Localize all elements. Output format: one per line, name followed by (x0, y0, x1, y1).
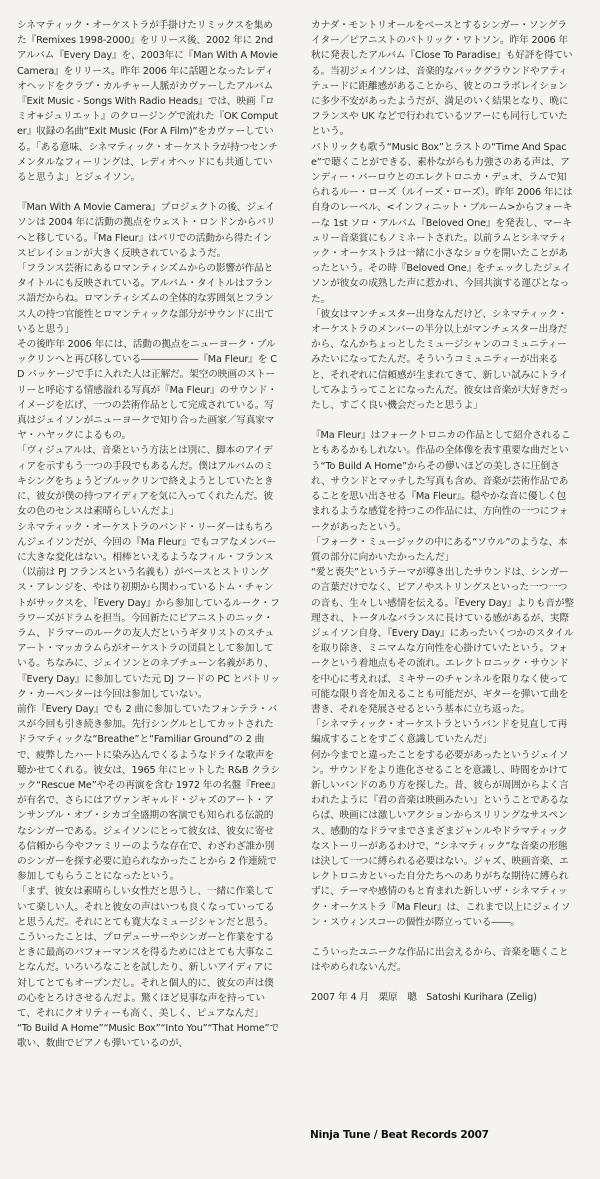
paragraph: その後昨年 2006 年には、活動の拠点をニューヨーク・ブルックリンへと再び移している――――――『Ma Fleur』を CD パッケージで手に入れた人は正解だ。架空の映画のストーリーと呼応する情感溢れる写真が『Ma Fleur』のサウンド・イメージを広げ、一つの芸術作品として完成されている。写真はジェイソンがニューヨークで知り合った画家／写真家マヤ・ハヤックによるもの。 (17, 339, 277, 442)
left-column (17, 18, 281, 1052)
paragraph: カナダ・モントリオールをベースとするシンガー・ソングライター／ピアニストのパトリック・ワトソン。昨年 2006 年秋に発表したアルバム『Close To Paradise』も好評を得ている。当初ジェイソンは、音楽的なバックグラウンドやアティテュードに距離感があることから、彼とのコラボレイションに多少不安があったようだが、満足のいく結果となり、晩にフランスや UK などで行われているツアーにも同行していたという。 (311, 20, 573, 138)
label-credit: Ninja Tune / Beat Records 2007 (310, 1129, 489, 1141)
paragraph: 「ヴィジュアルは、音楽という方法とは別に、脚本のアイディアを示すもう一つの手段でもあるんだ。僕はアルバムのミキシングをちょうどブルックリンで終えようとしていたときに、彼女が僕の持つアイディアを気に入ってくれたんだ。彼女の色のセンスは素晴らしいんだよ」 (17, 445, 274, 518)
paragraph: 『Man With A Movie Camera』プロジェクトの後、ジェイソンは 2004 年に活動の拠点をウェスト・ロンドンからパリへと移している。『Ma Fleur』はパリでの活動から得たインスピレイションが大きく反映されているようだ。 (17, 202, 276, 259)
paragraph: こういったユニークな作品に出会えるから、音楽を聴くことはやめられないんだ。 (311, 946, 569, 974)
paragraph: 「シネマティック・オーケストラというバンドを見直して再編成することをすごく意識していたんだ」 (311, 719, 568, 746)
paragraph: 『Ma Fleur』はフォークトロニカの作品として紹介されることもあるかもしれない。作品の全体像を表す重要な曲だという“To Build A Home”からその儚いほどの美しさに圧倒され、サウンドとマッチした写真も含め、音楽が芸術作品であることを思い出させる『Ma Fleur』。穏やかな音に優しく包まれるような感覚を持つこの作品には、方向性の一つにフォークがあったという。 (311, 430, 571, 533)
paragraph: 「フランス芸術にあるロマンティシズムからの影響が作品とタイトルにも反映されている。アルバム・タイトルはフランス語だからね。ロマンティシズムの全体的な雰囲気とフランス人の持つ官能性とロマンティックな部分がサウンドに出ていると思う」 (17, 263, 274, 335)
paragraph: 前作『Every Day』でも 2 曲に参加していたフォンテラ・バスが今回も引き続き参加。先行シングルとしてカットされたドラマティックな“Breathe”と“Familiar Ground”の 2 曲で、疲弊したハートに染み込んでくるようなドライな歌声を聴かせてくれる。彼女は、1965 年にヒットした R&B クラシック“Rescue Me”やその再演を含む 1972 年の名盤『Free』が有名で、さらにはアヴァンギャルド・ジャズのアート・アンサンブル・オブ・シカゴ全盛期の客演でも知られる伝説的なシンガーである。ジェイソンにとって彼女は、彼女に寄せる信頼から今やファミリーのような存在で、わざわざ誰か別のシンガーを探す必要に迫られなかったことから 2 作連続で参加してもらうことになったという。 (17, 703, 280, 883)
paragraph: パトリックも歌う“Music Box”とラストの“Time And Space”で聴くことができる、素朴ながらも力強さのある声は、アンディー・バーロウとのエレクトロニカ・デュオ、ラムで知られるルー・ローズ（ルイーズ・ローズ）。昨年 2006 年には自身のレーベル、<インフィニット・ブルーム>からフォーキーな 1st ソロ・アルバム『Beloved One』を発表し、マーキュリー音楽賞にもノミネートされた。以前ラムとシネマティック・オーケストラは一緒に小さなショウを開いたことがあったという。その時『Beloved One』をチェックしたジェイソンが彼女の成熟した声に惹かれ、今回共演する運びとなった。 (311, 141, 573, 305)
paragraph: シネマティック・オーケストラが手掛けたリミックスを集めた『Remixes 1998-2000』をリリース後、2002 年に 2nd アルバム『Every Day』を、2003年に『Man With A Movie Camera』をリリース。昨年 2006 年に話題となったレディオヘッドをクラブ・カルチャー人脈がカヴァーしたアルバム『Exit Music - Songs With Radio Heads』では、映画『ロミオ+ジュリエット』のクロージングで流れた『OK Computer』収録の名曲“Exit Music (For A Film)”をカヴァーしている。「ある意味、シネマティック・オーケストラが持つセンチメンタルなフィーリングは、レディオヘッドにも共通していると思うよ」とジェイソン。 (17, 20, 278, 184)
author-signature: 2007 年 4 月 栗原 聰 Satoshi Kurihara (Zelig) (311, 992, 537, 1004)
paragraph: 何か今までと違ったことをする必要があったというジェイソン。サウンドをより進化させることを意識し、時間をかけて新しいバンドのあり方を探した。昔、彼らが周囲からよく言われたように『君の音楽は映画みたい』ということであるならば、映画には激しいアクションからスリリングなサスペンス、感動的なドラマまでさまざまジャンルやドラマティックなストーリーがあるわけで、“シネマティック”な音楽の形態は決して一つに縛られる必要はない。ジャズ、映画音楽、エレクトロニカといった自分たちへのありがちな期待に縛られずに、テーマや感情のもと育まれた新しいザ・シネマティック・オーケストラ『Ma Fleur』は、これまで以上にジェイソン・スウィンスコーの個性が際立っている――。 (311, 749, 571, 928)
paragraph: 「まず、彼女は素晴らしい女性だと思うし、一緒に作業していて楽しい人。それと彼女の声はいつも良くなっていってると思うんだ。それにとても寛大なミュージシャンだと思う。こういったことは、プロデューサーやシンガーと作業をするときに最高のパフォーマンスを得るためにはとても大事なことなんだ。いろいろなことを試したり、新しいアイディアに対してとてもオープンだし。それと個人的に、彼女の声は僕の心をとろけさせるんだよ。驚くほど見事な声を持っていて、それにクオリティーも高く、美しく、ピュアなんだ」 (17, 886, 275, 1019)
paragraph: シネマティック・オーケストラのバンド・リーダーはもちろんジェイソンだが、今回の『Ma Fleur』でもコアなメンバーに大きな変化はない。相棒といえるようなフィル・フランス（以前は PJ フランスという名義も）がベースとストリングス・アレンジを、やはり初期から関わっているトム・チャントがサックスを、『Every Day』から参加しているルーク・フラワーズがドラムを担当。今回新たにピアニストのニック・ラム、ドラマーのルークの友人だというギタリストのスチュアート・マッカラムらがオーケストラの団員として参加している。ちなみに、ジェイソンとのネプチューン名義があり、『Every Day』に参加していた元 DJ フードの PC とパトリック・カーペンターは今回は参加していない。 (17, 521, 280, 700)
paragraph: “愛と喪失”というテーマが導き出したサウンドは、シンガーの言葉だけでなく、ピアノやストリングスといった一つ一つの音も、生々しい感情を伝える。『Every Day』よりも音が整理され、トータルなバランスに長けている感があるが、実際ジェイソン自身、『Every Day』にあったいくつかのスタイルを取り除き、ミニマムな方向性を心掛けていたという。フォークという着地点もその流れ。エレクトロニック・サウンドを中心に考えれば、ミキサーのチャンネルを限りなく使って可能な限り音を加えることも可能だが、ギターを弾いて曲を書き、それを発展させるという基本に立ち返った。 (311, 567, 574, 715)
paragraph: 「フォーク・ミュージックの中にある“ソウル”のような、本質の部分に向かいたかったんだ」 (311, 536, 568, 563)
paragraph: 「彼女はマンチェスター出身なんだけど、シネマティック・オーケストラのメンバーの半分以上がマンチェスター出身だから、なんかちょっとしたミュージシャンのコミュニティーみたいになってたんだ。そういうコミュニティーが出来ると、それぞれに信頼感が生まれてきて、新しい試みにトライしてみようってことになったんだ。彼女は音楽が大好きだったし、すごく良い機会だったと思うよ」 (311, 308, 569, 412)
right-column (311, 18, 575, 1006)
paragraph: “To Build A Home”“Music Box”“Into You”“That Home”で歌い、数曲でピアノも弾いているのが、 (17, 1023, 279, 1050)
